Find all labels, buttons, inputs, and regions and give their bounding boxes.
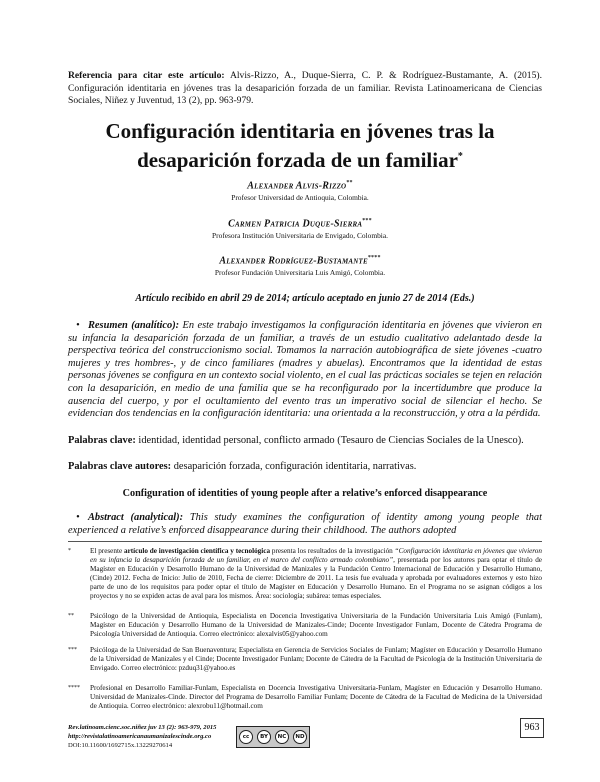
cc-license-badge[interactable] (236, 726, 310, 748)
author-name: Alexander Rodríguez-Bustamante (219, 255, 368, 267)
author-1 (0, 180, 600, 202)
footnote-bold: artículo de investigación científica y tecnológica (123, 547, 271, 555)
keywords-authors-label: Palabras clave autores: (68, 461, 172, 472)
footnote-intro: El presente (90, 547, 124, 555)
footnote-1 (68, 547, 542, 601)
footnote-text: Psicóloga de la Universidad de San Buenaventura; Especialista en Gerencia de Servicios Sociales de Funlam; Magíster en Educación y Desarrollo Humano de la Universidad de Manizales y el Cinde; Docente Investigador Funlam; Docente de Cátedra de la Facultad de Psicología de la Institución Universitaria de Envigado. Correo electrónico: pzduq31@yahoo.es (90, 646, 542, 672)
footnote-3 (68, 646, 542, 673)
footnote-mark: **** (68, 685, 80, 691)
title-line-2: desaparición forzada de un familiar (137, 148, 458, 172)
author-footnote-mark: *** (362, 218, 372, 224)
article-title (60, 118, 540, 173)
footnote-rest: , presentada por los autores para optar el título de Magíster en Educación y Desarrollo Humano de la Universidad de Manizales y la Fundación Centro Internacional de Educación y Desarrollo Humano, (Cinde) 2012. Fecha de Inicio: Julio de 2010, Fecha de cierre: Diciembre de 2011. La tesis fue evaluada y aprobada por evaluadores externos y esto hizo parte de uno de los requisitos para poder optar el título de Magíster en Educación y Desarrollo Humano. En el Programa no se asignan códigos a los proyectos y no se expiden actas de aval para los mismos. Área: sociología; subárea: temas especiales. (90, 556, 542, 600)
footnote-2 (68, 612, 542, 639)
english-title: Configuration of identities of young people after a relative’s enforced disappearance (122, 488, 488, 499)
footnote-mark: * (68, 548, 71, 554)
journal-url[interactable]: http://revistalatinoamericanaumanizalescinde.org.co (68, 733, 212, 740)
author-3 (0, 255, 600, 277)
footnote-italic: “Configuración identitaria en jóvenes que vivieron en su infancia la desaparición forzada de un familiar, en el marco del conflicto armado colombiano” (90, 547, 542, 564)
keywords-label: Palabras clave: (68, 435, 136, 446)
citation-text: Alvis-Rizzo, A., Duque-Sierra, C. P. & Rodríguez-Bustamante, A. (2015). Configuración identitaria en jóvenes tras la desaparición forzada de un familiar. Revista Latinoamericana de Ciencias Sociales, Niñez y Juventud, 13 (2), pp. 963-979. (68, 70, 542, 107)
footnote-divider (68, 541, 542, 542)
bullet-icon: • (76, 512, 80, 523)
nc-icon: NC (275, 730, 289, 744)
abstract-block (68, 512, 542, 538)
author-affiliation: Profesora Institución Universitaria de Envigado, Colombia. (212, 231, 388, 241)
keywords (68, 435, 542, 448)
citation-label: Referencia para citar este artículo: (68, 70, 225, 81)
author-footnote-mark: **** (367, 255, 381, 261)
footnote-text: Psicólogo de la Universidad de Antioquia, Especialista en Docencia Investigativa Universitaria de la Fundación Universitaria Luis Amigó (Funlam), Magíster en Educación y Desarrollo Humano de la Universidad de Manizales-Cinde; Docente Investigador Funlam, Docente de Cátedra Programa de Psicología Universidad de Antioquia. Correo electrónico: alexalvis05@yahoo.com (90, 612, 542, 638)
footnote-text: presenta los resultados de la investigación (270, 547, 395, 555)
footnote-mark: *** (68, 647, 77, 653)
author-name: Alexander Alvis-Rizzo (247, 180, 347, 192)
title-footnote-mark: * (457, 151, 463, 162)
nd-icon: ND (293, 730, 307, 744)
author-affiliation: Profesor Fundación Universitaria Luis Amigó, Colombia. (214, 268, 386, 278)
received-date: Artículo recibido en abril 29 de 2014; artículo aceptado en junio 27 de 2014 (Eds.) (135, 293, 475, 304)
title-line-1: Configuración identitaria en jóvenes tras la (105, 119, 495, 143)
author-2 (0, 218, 600, 240)
author-footnote-mark: ** (346, 180, 353, 186)
page-number: 963 (520, 718, 544, 738)
journal-reference: Rev.latinoam.cienc.soc.niñez juv 13 (2): 963-979, 2015 (68, 724, 217, 731)
bullet-icon: • (76, 320, 80, 331)
footnote-text: Profesional en Desarrollo Familiar-Funlam, Especialista en Docencia Investigativa Universitaria-Funlam, Magíster en Educación y Desarrollo Humano. Universidad de Manizales-Cinde. Director del Programa de Desarrollo Familiar Funlam; Docente de Cátedra de la Facultad de Medicina de la Universidad de Antioquia. Correo electrónico: alexrobu11@hotmail.com (90, 684, 542, 710)
cc-icon: cc (239, 730, 253, 744)
resumen-text: En este trabajo investigamos la configuración identitaria en jóvenes que vivieron en su infancia la desaparición forzada de un familiar, a través de un estudio cualitativo adelantado desde la perspectiva teórica del construccionismo social. Tomamos la narración autobiográfica de siete jóvenes -cuatro mujeres y tres hombres-, y de cinco familiares (madres y abuelas). Encontramos que la identidad de estas personas jóvenes se configura en un contexto social violento, en el cual las prácticas sociales se tejen en relación con la desaparición, en medio de una familia que se ha reconfigurado por la incertidumbre que produce la ausencia del cuerpo, y por el ocultamiento del evento tras un imperativo social de silenciar el hecho. Se evidencian dos tendencias en la configuración identitaria: una orientada a la reconstrucción, y otra a la pérdida. (68, 320, 543, 420)
author-name: Carmen Patricia Duque-Sierra (228, 218, 363, 230)
resumen-label: Resumen (analítico): (88, 320, 180, 331)
doi: DOI:10.11600/1692715x.13229270614 (68, 742, 173, 749)
author-affiliation: Profesor Universidad de Antioquia, Colombia. (231, 193, 369, 203)
citation-block (68, 70, 542, 108)
journal-footer (68, 723, 216, 750)
keywords-text: identidad, identidad personal, conflicto armado (Tesauro de Ciencias Sociales de la Unesco). (135, 435, 524, 446)
abstract-label: Abstract (analytical): (88, 512, 184, 523)
keywords-authors (68, 461, 542, 474)
abstract-text: This study examines the configuration of identity among young people that experienced a relative’s enforced disappearance during their childhood. The authors adopted (68, 512, 542, 536)
resumen-block (68, 320, 542, 421)
keywords-authors-text: desaparición forzada, configuración identitaria, narrativas. (171, 461, 417, 472)
by-icon: BY (257, 730, 271, 744)
footnote-mark: ** (68, 613, 74, 619)
footnote-4 (68, 684, 542, 711)
